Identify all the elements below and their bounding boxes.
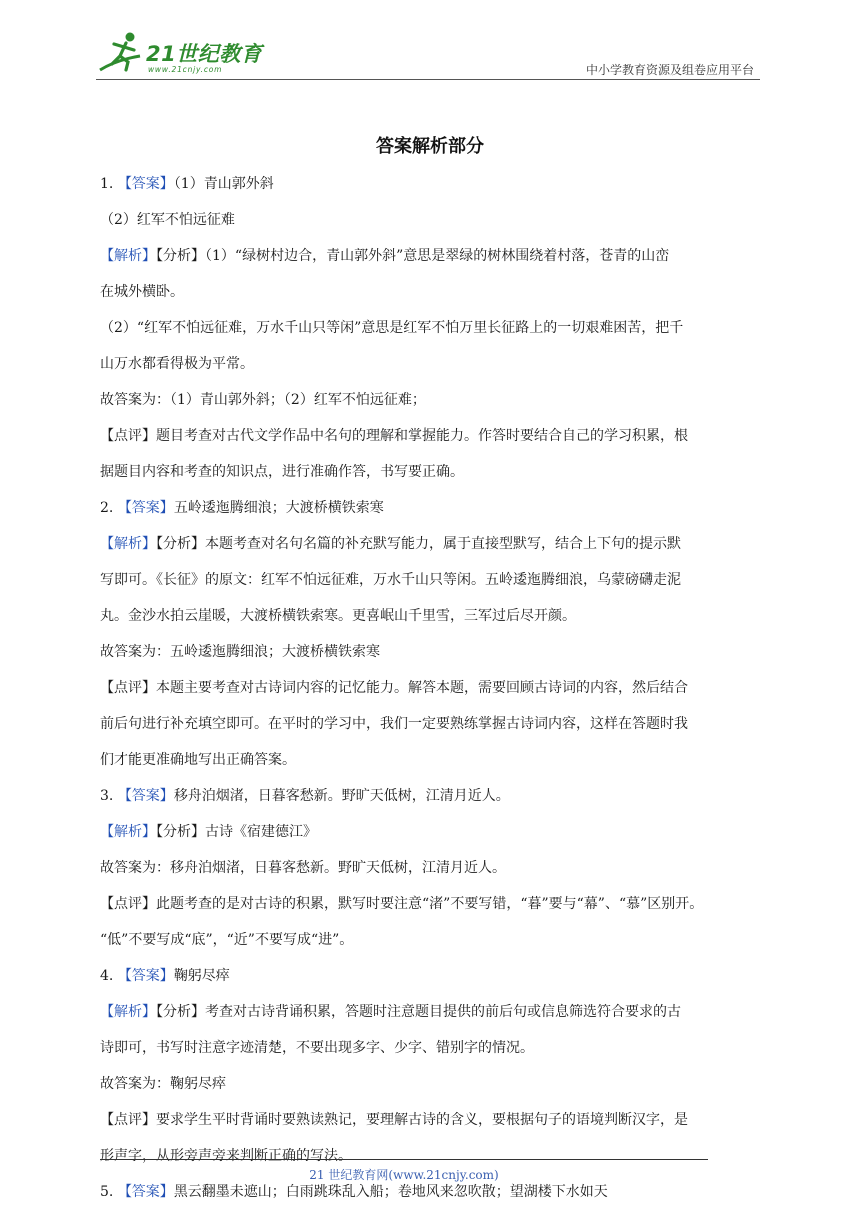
- text-line: [100, 710, 760, 738]
- section-tag: 【解析】: [100, 824, 156, 840]
- text-segment: （2）红军不怕远征难: [100, 212, 235, 228]
- line-gap: [100, 1062, 760, 1070]
- text-line: [100, 638, 760, 666]
- line-gap: [100, 666, 760, 674]
- text-segment: 形声字，从形旁声旁来判断正确的写法。: [100, 1148, 352, 1164]
- line-gap: [100, 1134, 760, 1142]
- text-segment: 2.: [100, 500, 118, 516]
- text-segment: 在城外横卧。: [100, 284, 184, 300]
- page-header: [96, 30, 760, 80]
- text-line: [100, 314, 760, 342]
- header-divider: [96, 79, 760, 80]
- page-title: 答案解析部分: [376, 136, 484, 157]
- text-segment: 故答案为：鞠躬尽瘁: [100, 1076, 226, 1092]
- text-line: [100, 674, 760, 702]
- line-gap: [100, 234, 760, 242]
- line-gap: [100, 954, 760, 962]
- text-segment: 据题目内容和考查的知识点，进行准确作答，书写要正确。: [100, 464, 464, 480]
- text-line: [100, 854, 760, 882]
- text-segment: 【分析】（1）“绿树村边合，青山郭外斜”意思是翠绿的树林围绕着村落，苍青的山峦: [156, 248, 670, 264]
- text-segment: 写即可。《长征》的原文：红军不怕远征难，万水千山只等闲。五岭逶迤腾细浪，乌蒙磅礴走泥: [100, 572, 681, 588]
- platform-name: 中小学教育资源及组卷应用平台: [585, 63, 754, 77]
- text-line: [100, 1106, 760, 1134]
- line-gap: [100, 630, 760, 638]
- text-segment: 5.: [100, 1184, 118, 1200]
- text-segment: 五岭逶迤腾细浪；大渡桥横铁索寒: [173, 500, 384, 516]
- text-line: [100, 746, 760, 774]
- line-gap: [100, 918, 760, 926]
- text-line: [100, 1070, 760, 1098]
- line-gap: [100, 342, 760, 350]
- text-line: [100, 890, 760, 918]
- text-segment: “低”不要写成“底”，“近”不要写成“进”。: [100, 932, 354, 948]
- text-line: [100, 998, 760, 1026]
- section-tag: 【解析】: [100, 536, 156, 552]
- line-gap: [100, 1098, 760, 1106]
- text-segment: 1.: [100, 176, 118, 192]
- line-gap: [100, 990, 760, 998]
- text-line: [100, 962, 760, 990]
- answer-content: [100, 170, 760, 1214]
- text-segment: 故答案为：移舟泊烟渚，日暮客愁新。野旷天低树，江清月近人。: [100, 860, 506, 876]
- line-gap: [100, 810, 760, 818]
- text-line: [100, 206, 760, 234]
- logo-url: www.21cnjy.com: [148, 65, 223, 74]
- text-line: [100, 566, 760, 594]
- text-segment: 故答案为：五岭逶迤腾细浪；大渡桥横铁索寒: [100, 644, 380, 660]
- runner-icon: [96, 30, 152, 76]
- line-gap: [100, 414, 760, 422]
- text-segment: 故答案为：（1）青山郭外斜；（2）红军不怕远征难；: [100, 392, 426, 408]
- line-gap: [100, 1026, 760, 1034]
- line-gap: [100, 1206, 760, 1214]
- text-segment: 前后句进行补充填空即可。在平时的学习中，我们一定要熟练掌握古诗词内容，这样在答题时我: [100, 716, 688, 732]
- text-segment: 诗即可，书写时注意字迹清楚，不要出现多字、少字、错别字的情况。: [100, 1040, 534, 1056]
- text-line: [100, 818, 760, 846]
- line-gap: [100, 306, 760, 314]
- line-gap: [100, 450, 760, 458]
- text-segment: 黑云翻墨未遮山；白雨跳珠乱入船；卷地风来忽吹散；望湖楼下水如天: [173, 1184, 608, 1200]
- text-segment: 4.: [100, 968, 118, 984]
- text-segment: 3.: [100, 788, 118, 804]
- text-segment: 【点评】题目考查对古代文学作品中名句的理解和掌握能力。作答时要结合自己的学习积累，根: [100, 428, 688, 444]
- text-line: [100, 278, 760, 306]
- text-segment: （1）青山郭外斜: [173, 176, 274, 192]
- line-gap: [100, 738, 760, 746]
- line-gap: [100, 594, 760, 602]
- line-gap: [100, 774, 760, 782]
- text-line: [100, 494, 760, 522]
- text-segment: 【点评】要求学生平时背诵时要熟读熟记，要理解古诗的含义，要根据句子的语境判断汉字，是: [100, 1112, 688, 1128]
- line-gap: [100, 702, 760, 710]
- text-line: [100, 458, 760, 486]
- text-line: [100, 926, 760, 954]
- line-gap: [100, 270, 760, 278]
- section-tag: 【解析】: [100, 1004, 156, 1020]
- text-line: [100, 422, 760, 450]
- text-segment: （2）“红军不怕远征难，万水千山只等闲”意思是红军不怕万里长征路上的一切艰难困苦，把千: [100, 320, 684, 336]
- text-line: [100, 350, 760, 378]
- page-footer[interactable]: 21 世纪教育网(www.21cnjy.com): [309, 1168, 499, 1182]
- site-logo[interactable]: [96, 30, 266, 78]
- text-segment: 【分析】古诗《宿建德江》: [156, 824, 317, 840]
- footer-divider: [100, 1159, 708, 1160]
- section-tag: 【答案】: [117, 500, 174, 516]
- section-tag: 【解析】: [100, 248, 156, 264]
- text-segment: 【分析】考查对古诗背诵积累，答题时注意题目提供的前后句或信息筛选符合要求的古: [156, 1004, 681, 1020]
- text-segment: 们才能更准确地写出正确答案。: [100, 752, 296, 768]
- text-segment: 山万水都看得极为平常。: [100, 356, 254, 372]
- line-gap: [100, 378, 760, 386]
- line-gap: [100, 882, 760, 890]
- line-gap: [100, 486, 760, 494]
- text-segment: 丸。金沙水拍云崖暖，大渡桥横铁索寒。更喜岷山千里雪，三军过后尽开颜。: [100, 608, 576, 624]
- section-tag: 【答案】: [117, 1184, 174, 1200]
- text-line: [100, 386, 760, 414]
- text-segment: 移舟泊烟渚，日暮客愁新。野旷天低树，江清月近人。: [173, 788, 510, 804]
- text-line: [100, 242, 760, 270]
- line-gap: [100, 198, 760, 206]
- text-segment: 【点评】此题考查的是对古诗的积累，默写时要注意“渚”不要写错，“暮”要与“幕”、“慕”区别开。: [100, 896, 704, 912]
- logo-text: 21世纪教育: [146, 42, 263, 66]
- text-line: [100, 1034, 760, 1062]
- section-tag: 【答案】: [117, 968, 174, 984]
- text-line: [100, 782, 760, 810]
- text-line: [100, 170, 760, 198]
- line-gap: [100, 846, 760, 854]
- section-tag: 【答案】: [117, 788, 174, 804]
- text-segment: 【点评】本题主要考查对古诗词内容的记忆能力。解答本题，需要回顾古诗词的内容，然后结合: [100, 680, 688, 696]
- text-segment: 【分析】本题考查对名句名篇的补充默写能力，属于直接型默写，结合上下句的提示默: [156, 536, 681, 552]
- line-gap: [100, 558, 760, 566]
- section-tag: 【答案】: [117, 176, 174, 192]
- text-line: [100, 602, 760, 630]
- text-line: [100, 530, 760, 558]
- line-gap: [100, 522, 760, 530]
- text-segment: 鞠躬尽瘁: [173, 968, 230, 984]
